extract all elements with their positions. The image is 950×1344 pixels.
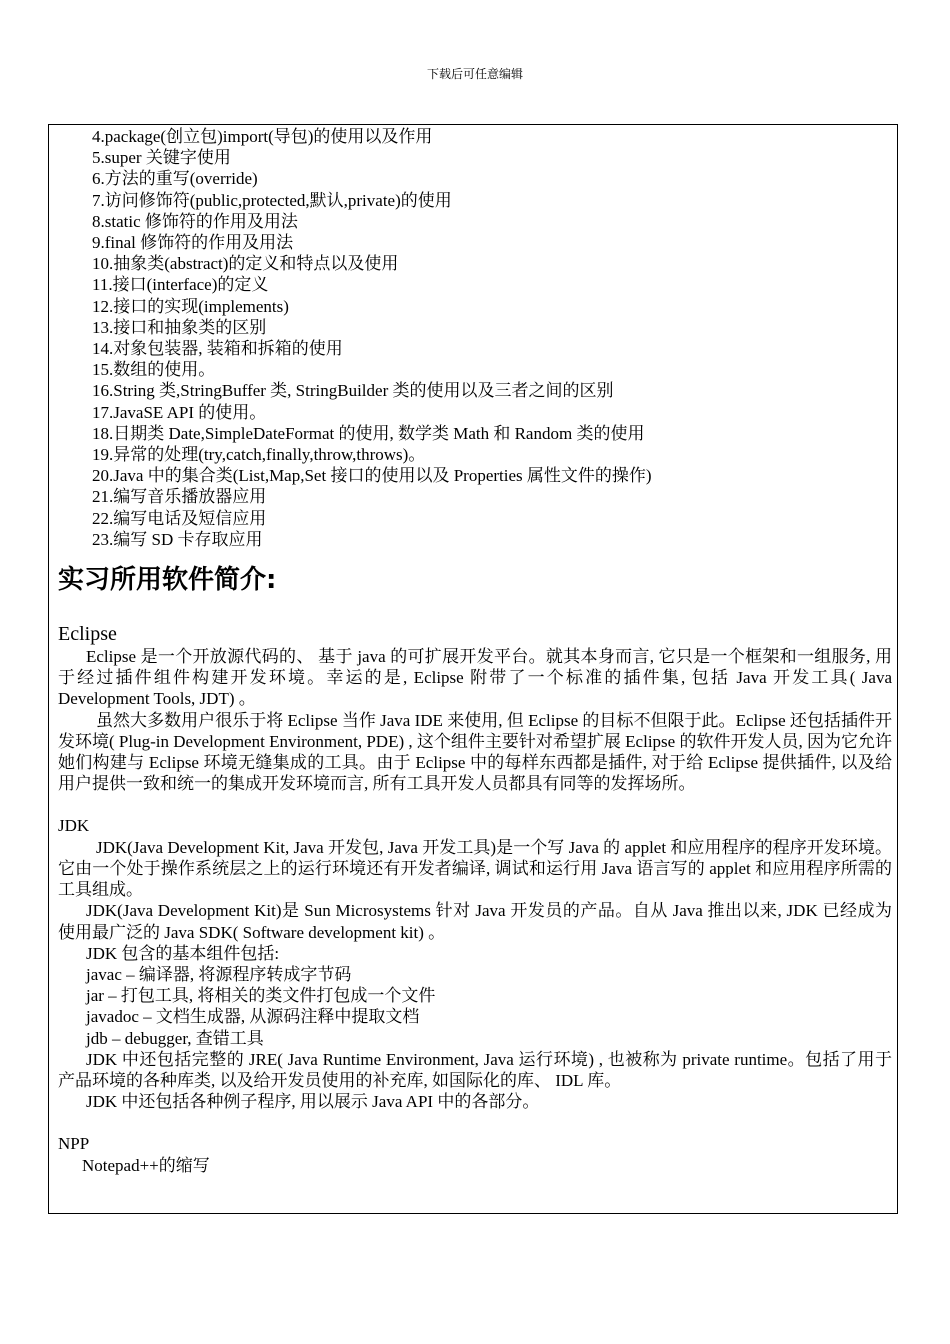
training-topic-list [58, 126, 892, 550]
list-item: 11.接口(interface)的定义 [92, 275, 269, 295]
spacer [58, 794, 892, 815]
eclipse-title: Eclipse [58, 623, 117, 646]
npp-paragraph: Notepad++的缩写 [82, 1155, 210, 1175]
eclipse-paragraph-2: 虽然大多数用户很乐于将 Eclipse 当作 Java IDE 来使用, 但 Eclipse 的目标不但限于此。Eclipse 还包括插件开发环境( Plug-in Development Environment, PDE) , 这个组件主要针对希望扩展 Eclipse 的软件开发人员, 因为它允许她们构建与 Eclipse 环境无缝集成的工具。由于 Eclipse 中的每样东西都是插件, 对于给 Eclipse 提供插件, 以及给用户提供一致和统一的集成开发环境而言, 所有工具开发人员都具有同等的发挥场所。 [58, 710, 892, 794]
list-item: 15.数组的使用。 [92, 360, 216, 380]
list-item: 10.抽象类(abstract)的定义和特点以及使用 [92, 254, 399, 274]
list-item: 9.final 修饰符的作用及用法 [92, 233, 294, 253]
section-heading-software: 实习所用软件简介: [58, 565, 277, 596]
jdk-title: JDK [58, 816, 90, 836]
list-item: 12.接口的实现(implements) [92, 296, 289, 316]
list-item: 14.对象包装器, 装箱和拆箱的使用 [92, 339, 343, 359]
jdk-component-item: jar – 打包工具, 将相关的类文件打包成一个文件 [86, 986, 436, 1006]
jdk-paragraph-1: JDK(Java Development Kit, Java 开发包, Java 开发工具)是一个写 Java 的 applet 和应用程序的程序开发环境。它由一个处于操作系统层之上的运行环境还有开发者编译, 调试和运行用 Java 语言写的 applet 和应用程序所需的工具组成。 [58, 837, 892, 900]
list-item: 19.异常的处理(try,catch,finally,throw,throws)。 [92, 445, 426, 465]
jdk-components-intro: JDK 包含的基本组件包括: [86, 943, 280, 963]
jdk-component-item: javadoc – 文档生成器, 从源码注释中提取文档 [86, 1007, 420, 1027]
jdk-component-item: jdb – debugger, 查错工具 [86, 1028, 264, 1048]
list-item: 6.方法的重写(override) [92, 169, 258, 189]
jdk-paragraph-3: JDK 中还包括完整的 JRE( Java Runtime Environment, Java 运行环境) , 也被称为 private runtime。包括了用于产品环境的各种库类, 以及给开发员使用的补充库, 如国际化的库、 IDL 库。 [58, 1049, 892, 1090]
jdk-paragraph-2: JDK(Java Development Kit)是 Sun Microsystems 针对 Java 开发员的产品。自从 Java 推出以来, JDK 已经成为使用最广泛的 Java SDK( Software development kit) 。 [58, 901, 892, 942]
eclipse-paragraph-1: Eclipse 是一个开放源代码的、 基于 java 的可扩展开发平台。就其本身而言, 它只是一个框架和一组服务, 用于经过插件组件构建开发环境。幸运的是, Eclipse 附带了一个标准的插件集, 包括 Java 开发工具( Java Development Tools, JDT) 。 [58, 647, 892, 709]
jdk-component-item: javac – 编译器, 将源程序转成字节码 [86, 964, 352, 984]
list-item: 4.package(创立包)import(导包)的使用以及作用 [92, 127, 433, 146]
list-item: 13.接口和抽象类的区别 [92, 317, 267, 337]
list-item: 18.日期类 Date,SimpleDateFormat 的使用, 数学类 Math 和 Random 类的使用 [92, 423, 645, 443]
list-item: 8.static 修饰符的作用及用法 [92, 211, 298, 231]
jdk-paragraph-4: JDK 中还包括各种例子程序, 用以展示 Java API 中的各部分。 [86, 1092, 540, 1112]
list-item: 7.访问修饰符(public,protected,默认,private)的使用 [92, 190, 452, 210]
document-body [58, 126, 892, 1176]
list-item: 5.super 关键字使用 [92, 148, 231, 168]
list-item: 23.编写 SD 卡存取应用 [92, 529, 263, 549]
list-item: 20.Java 中的集合类(List,Map,Set 接口的使用以及 Properties 属性文件的操作) [92, 466, 652, 486]
spacer [58, 1112, 892, 1133]
npp-title: NPP [58, 1134, 90, 1154]
list-item: 21.编写音乐播放器应用 [92, 487, 267, 507]
page-header-note: 下载后可任意编辑 [426, 67, 523, 81]
list-item: 16.String 类,StringBuffer 类, StringBuilder 类的使用以及三者之间的区别 [92, 381, 614, 401]
list-item: 22.编写电话及短信应用 [92, 508, 267, 528]
list-item: 17.JavaSE API 的使用。 [92, 402, 267, 422]
